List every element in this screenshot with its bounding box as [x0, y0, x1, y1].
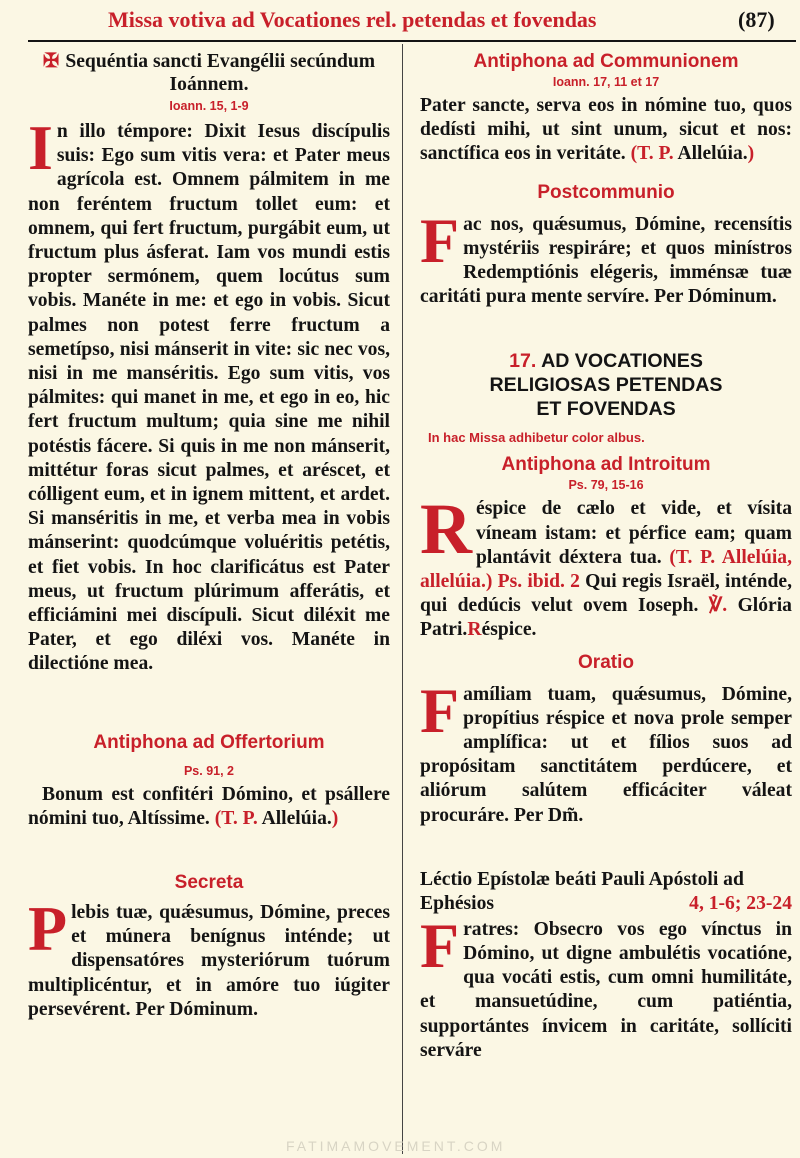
cross-icon: ✠ — [42, 51, 60, 72]
secret-text: lebis tuæ, quǽsumus, Dómine, preces et múnera benígnus inténde; ut dispensatóres mysteriórum tuórum multiplicéntur, et in amóre tuo iúgiter persevérent. Per Dóminum. — [28, 902, 390, 1020]
gospel-dropcap: I — [28, 112, 53, 183]
offertory-title: Antiphona ad Offertorium — [93, 731, 325, 753]
column-divider — [402, 44, 403, 1154]
left-column — [28, 46, 390, 1022]
mass-title-line-3: ET FOVENDAS — [536, 398, 676, 421]
postcommunion-title: Postcommunio — [537, 181, 675, 203]
page-number: (87) — [738, 7, 775, 32]
gospel-reference: Ioann. 15, 1-9 — [169, 99, 249, 113]
offertory-alleluia: Allelúia. — [261, 807, 332, 829]
introit-title: Antiphona ad Introitum — [501, 454, 711, 476]
running-title: Missa votiva ad Vocationes rel. petendas et fovendas — [108, 7, 597, 32]
mass-title-line-2: RELIGIOSAS PETENDAS — [489, 374, 723, 397]
right-column — [420, 46, 792, 1063]
offertory-tp: (T. P. — [214, 807, 258, 829]
gospel-title: Sequéntia sancti Evangélii secúndum Ioánnem. — [65, 51, 376, 95]
communion-close: ) — [747, 143, 755, 165]
communion-text-block — [420, 94, 792, 167]
postcommunion-text: ac nos, quǽsumus, Dómine, recensítis mystériis respiráre; et quos minístros Redemptiónis elégeris, imménsæ tuæ caritáti pura mente servíre. Per Dóminum. — [420, 213, 792, 308]
mass-title — [420, 349, 792, 421]
gospel-heading — [28, 50, 390, 96]
collect-text: amíliam tuam, quǽsumus, Dómine, propítius réspice et nova prole semper amplífica: ut et fílios suos ad propósitam sanctitátem perdúcere, et aliórum salútem efficáciter váleat procuráre. Per Dm̃. — [420, 683, 792, 826]
introit-text: éspice de cælo et vide, et vísita víneam istam: et pérfice eam; quam plantávit déxtera tua. — [476, 498, 792, 568]
offertory-text-block — [28, 783, 390, 831]
collect-text-block — [420, 674, 792, 828]
introit-dropcap: R — [420, 489, 472, 570]
introit-psalm-ref: Ps. ibid. 2 — [497, 571, 580, 593]
secret-title: Secreta — [174, 872, 244, 894]
secret-dropcap: P — [28, 893, 68, 965]
collect-dropcap: F — [420, 674, 460, 746]
introit-tp: (T. P. Allelúia, allelúia.) — [420, 546, 792, 593]
offertory-reference: Ps. 91, 2 — [183, 763, 235, 778]
epistle-heading — [420, 868, 792, 916]
color-note: In hac Missa adhibetur color albus. — [428, 430, 645, 446]
mass-number: 17. — [509, 350, 537, 373]
header-rule — [28, 40, 796, 42]
communion-alleluia: Allelúia. — [677, 143, 748, 165]
introit-repeat: éspice. — [481, 619, 537, 641]
communion-text: Pater sancte, serva eos in nómine tuo, quos dedísti mihi, ut sint unum, sicut et nos: sanctífica eos in veritáte. — [420, 95, 792, 165]
postcommunion-text-block — [420, 204, 792, 310]
offertory-close: ) — [331, 807, 339, 829]
gospel-text-block — [28, 112, 390, 677]
watermark: FATIMAMOVEMENT.COM — [286, 1138, 506, 1154]
communion-reference: Ioann. 17, 11 et 17 — [552, 75, 660, 89]
introit-gloria: Glória Patri. — [420, 595, 792, 641]
communion-tp: (T. P. — [630, 143, 674, 165]
epistle-dropcap: F — [420, 909, 460, 981]
epistle-reference: 4, 1-6; 23-24 — [689, 892, 792, 914]
communion-title: Antiphona ad Communionem — [473, 51, 739, 72]
offertory-text: Bonum est confitéri Dómino, et psállere nómini tuo, Altíssime. — [28, 783, 390, 829]
secret-text-block — [28, 893, 390, 1022]
introit-verse: Qui regis Israël, inténde, qui dedúcis velut ovem Ioseph. — [420, 571, 792, 617]
epistle-text: ratres: Obsecro vos ego vínctus in Dómino, ut digne ambulétis vocatióne, qua vocáti estis, cum omni humilitáte, et mansuetúdine, cum patiéntia, supportántes ínvicem in caritáte, sollíciti serváre — [420, 918, 792, 1061]
page-header — [0, 0, 800, 38]
postcommunion-dropcap: F — [420, 204, 460, 276]
epistle-text-block — [420, 909, 792, 1063]
epistle-title: Léctio Epístolæ beáti Pauli Apóstoli ad Ephésios — [420, 868, 744, 914]
mass-title-line-1: AD VOCATIONES — [541, 350, 703, 373]
introit-text-block — [420, 489, 792, 642]
versicle-icon: ℣. — [708, 595, 728, 617]
gospel-text: n illo témpore: Dixit Iesus discípulis suis: Ego sum vitis vera: et Pater meus agrícola est. Omnem pálmitem in me non feréntem fructum tollet eum: et omnem, qui fert fructum, purgábit eum, ut fructum plus ásferat. Iam vos mundi estis propter sermónem, quem locútus sum vobis. Manéte in me: et ego in vobis. Sicut palmes non potest ferre fructum a semetípso, nisi mánserit in vite: sic nec vos, nisi in me manséritis. Ego sum vitis, vos pálmites: qui manet in me, et ego in eo, hic fert fructum multum; quia sine me nihil potéstis fácere. Si quis in me non mánserit, mittétur foras sicut palmes, et aréscet, et cólligent eum, et in ignem mittent, et ardet. Si manséritis in me, et verba mea in vobis mánserint: quodcúmque voluéritis petétis, et fiet vobis. In hoc clarificátus est Pater meus, ut fructum plúrimum afferátis, et efficiámini mei discípuli. Sicut diléxit me Pater, et ego diléxi vos. Manéte in dilectióne mea. — [28, 121, 390, 675]
introit-reference: Ps. 79, 15-16 — [568, 478, 644, 493]
collect-title: Oratio — [578, 651, 634, 673]
introit-r: R — [467, 619, 482, 641]
